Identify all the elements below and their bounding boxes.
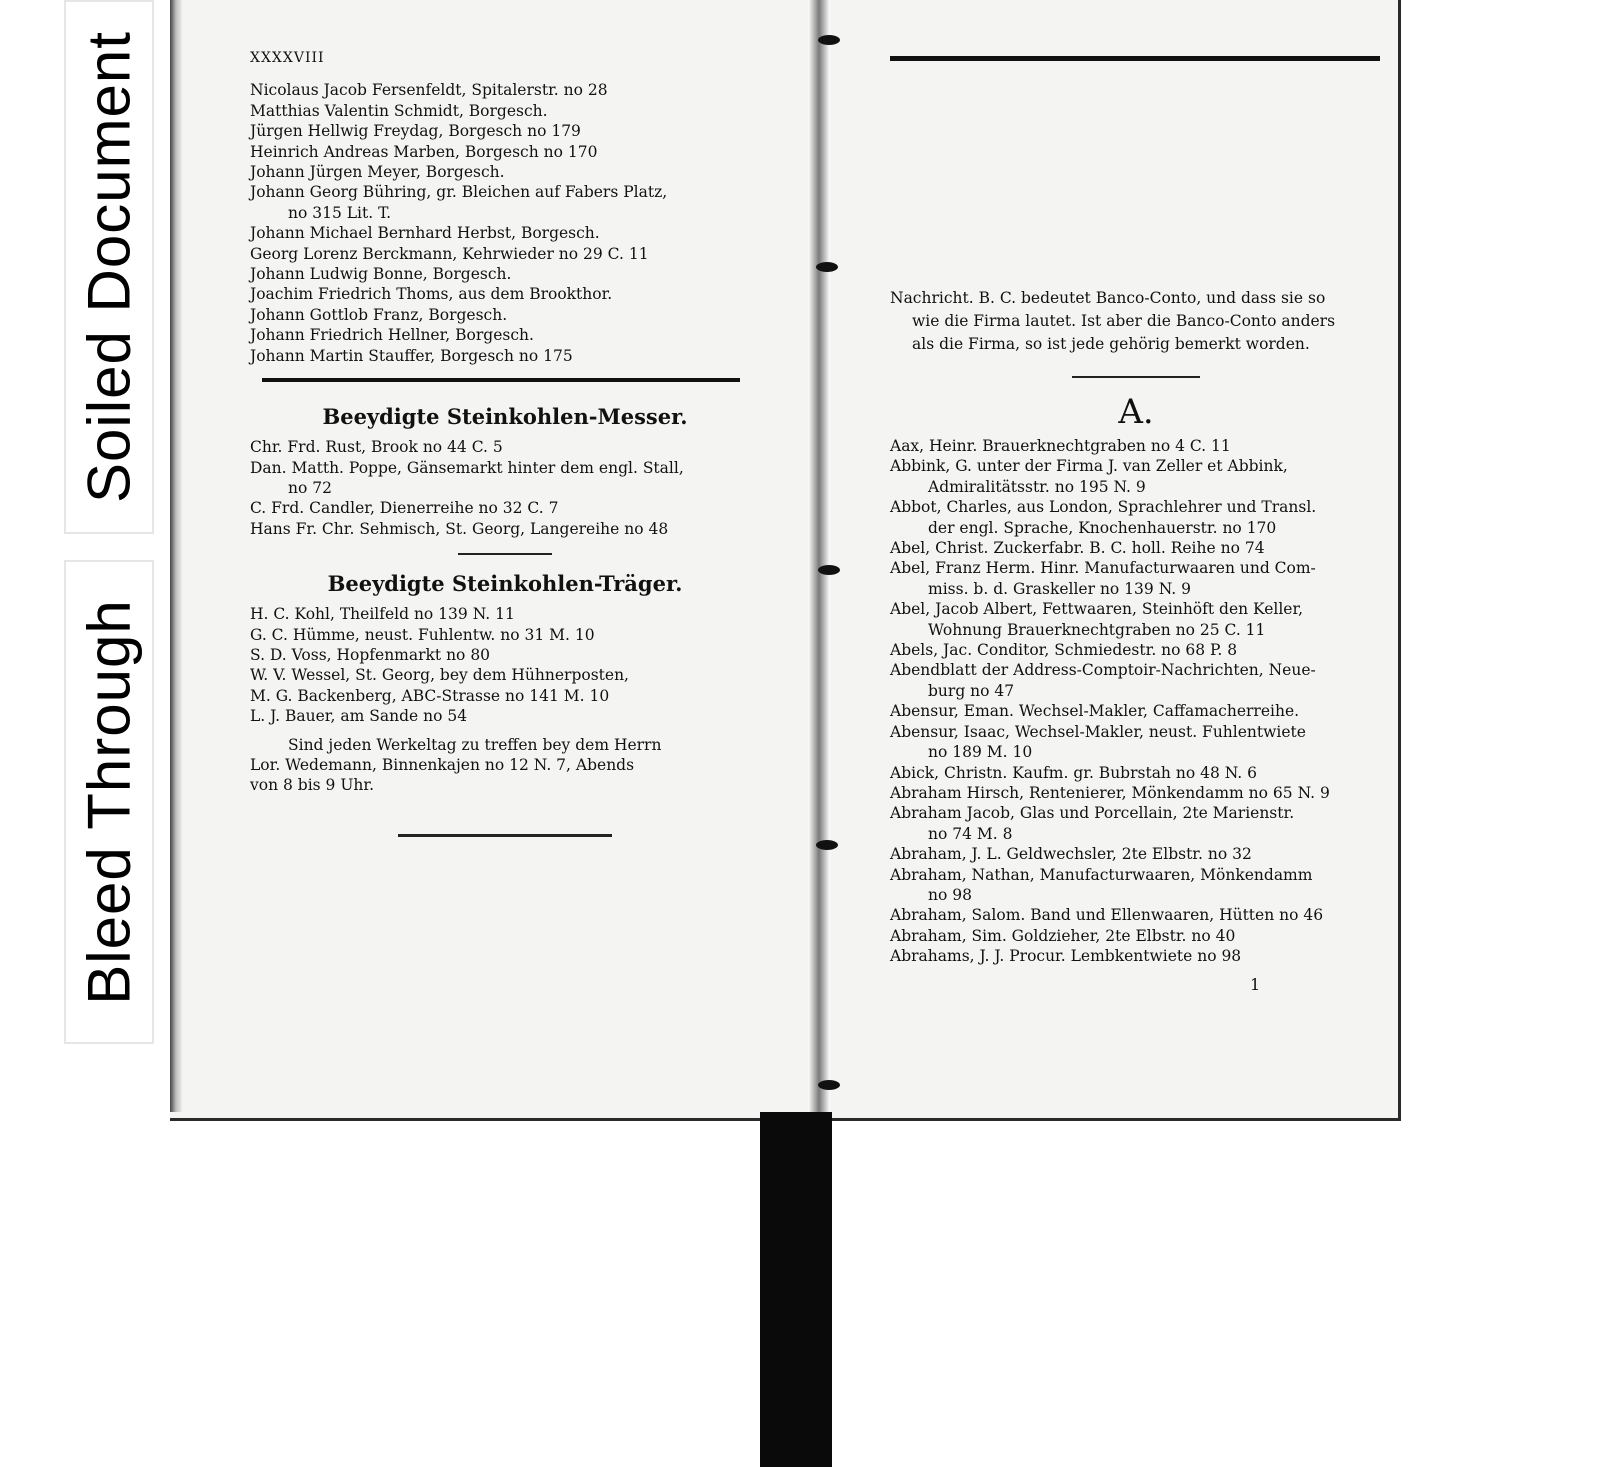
name-entry: Johann Gottlob Franz, Borgesch. xyxy=(250,305,508,324)
schedule-paragraph xyxy=(250,735,760,796)
name-entry: Jürgen Hellwig Freydag, Borgesch no 179 xyxy=(250,122,581,141)
directory-entry: Abensur, Eman. Wechsel-Makler, Caffamacherreihe. xyxy=(890,702,1300,721)
short-divider xyxy=(458,553,552,555)
bleed-through-tag xyxy=(64,560,154,1044)
messer-entry: Dan. Matth. Poppe, Gänsemarkt hinter dem engl. Stall, xyxy=(250,458,684,477)
name-entry: Johann Michael Bernhard Herbst, Borgesch. xyxy=(250,224,600,243)
directory-entries xyxy=(890,436,1382,967)
directory-entry: Aax, Heinr. Brauerknechtgraben no 4 C. 11 xyxy=(890,437,1231,455)
section-divider xyxy=(262,378,740,382)
messer-entry: Chr. Frd. Rust, Brook no 44 C. 5 xyxy=(250,438,503,457)
left-page xyxy=(250,0,760,837)
paragraph-line: von 8 bis 9 Uhr. xyxy=(250,776,375,795)
heading-traeger: Beeydigte Steinkohlen-Träger. xyxy=(327,571,683,597)
messer-list xyxy=(250,437,760,539)
traeger-entry: S. D. Voss, Hopfenmarkt no 80 xyxy=(250,645,491,664)
nachricht-note xyxy=(890,287,1382,356)
traeger-entry: W. V. Wessel, St. Georg, bey dem Hühnerposten, xyxy=(250,666,629,685)
directory-entry: Abels, Jac. Conditor, Schmiedestr. no 68 P. 8 xyxy=(890,641,1238,660)
directory-entry: der engl. Sprache, Knochenhauerstr. no 170 xyxy=(928,518,1277,537)
traeger-entry: G. C. Hümme, neust. Fuhlentw. no 31 M. 10 xyxy=(250,625,595,644)
name-entry: Matthias Valentin Schmidt, Borgesch. xyxy=(250,101,548,120)
name-entry: Johann Jürgen Meyer, Borgesch. xyxy=(250,163,505,182)
directory-entry: no 98 xyxy=(928,885,972,904)
directory-entry: Abraham, Sim. Goldzieher, 2te Elbstr. no 40 xyxy=(890,926,1236,945)
directory-entry: Admiralitätsstr. no 195 N. 9 xyxy=(928,477,1146,496)
name-entry: Johann Georg Bühring, gr. Bleichen auf Fabers Platz, xyxy=(250,183,668,202)
directory-entry: Abel, Franz Herm. Hinr. Manufacturwaaren und Com- xyxy=(890,559,1316,578)
binding-stitch xyxy=(818,565,840,575)
book-gutter xyxy=(808,0,830,1114)
directory-entry: Abensur, Isaac, Wechsel-Makler, neust. Fuhlentwiete xyxy=(890,722,1306,741)
soiled-document-label: Soiled Document xyxy=(75,31,143,503)
binding-stitch xyxy=(816,840,838,850)
soiled-document-tag xyxy=(64,0,154,534)
directory-entry: Abbot, Charles, aus London, Sprachlehrer und Transl. xyxy=(890,498,1317,517)
directory-entry: Abraham, J. L. Geldwechsler, 2te Elbstr. no 32 xyxy=(890,845,1252,864)
messer-entry: Hans Fr. Chr. Sehmisch, St. Georg, Langereihe no 48 xyxy=(250,519,669,538)
name-entry: Georg Lorenz Berckmann, Kehrwieder no 29 C. 11 xyxy=(250,244,649,263)
directory-entry: Abraham, Nathan, Manufacturwaaren, Mönkendamm xyxy=(890,865,1313,884)
messer-entry: no 72 xyxy=(288,478,332,497)
end-divider xyxy=(398,834,612,837)
name-entry: Heinrich Andreas Marben, Borgesch no 170 xyxy=(250,142,598,161)
directory-entry: Abbink, G. unter der Firma J. van Zeller et Abbink, xyxy=(890,457,1288,476)
binding-stitch xyxy=(818,1080,840,1090)
note-line: wie die Firma lautet. Ist aber die Banco-Conto anders xyxy=(912,312,1336,330)
name-list-top xyxy=(250,80,760,366)
name-entry: Nicolaus Jacob Fersenfeldt, Spitalerstr. no 28 xyxy=(250,81,608,100)
note-line: als die Firma, so ist jede gehörig bemerkt worden. xyxy=(912,335,1310,353)
traeger-entry: H. C. Kohl, Theilfeld no 139 N. 11 xyxy=(250,605,515,624)
binding-stitch xyxy=(816,262,838,272)
traeger-entry: L. J. Bauer, am Sande no 54 xyxy=(250,707,468,726)
directory-entry: miss. b. d. Graskeller no 139 N. 9 xyxy=(928,579,1191,598)
name-entry: no 315 Lit. T. xyxy=(288,203,392,222)
right-page xyxy=(890,0,1382,994)
directory-entry: Abraham Jacob, Glas und Porcellain, 2te Marienstr. xyxy=(890,804,1295,823)
name-entry: Johann Martin Stauffer, Borgesch no 175 xyxy=(250,346,573,365)
name-entry: Johann Ludwig Bonne, Borgesch. xyxy=(250,265,512,284)
traeger-list xyxy=(250,604,760,726)
note-line: Nachricht. B. C. bedeutet Banco-Conto, und dass sie so xyxy=(890,289,1326,307)
book-page-edges xyxy=(170,0,182,1112)
name-entry: Johann Friedrich Hellner, Borgesch. xyxy=(250,326,534,345)
directory-entry: burg no 47 xyxy=(928,681,1015,700)
directory-entry: no 189 M. 10 xyxy=(928,743,1033,762)
section-letter: A. xyxy=(1118,392,1154,432)
paragraph-line: Lor. Wedemann, Binnenkajen no 12 N. 7, Abends xyxy=(250,755,635,774)
bleed-through-label: Bleed Through xyxy=(75,599,143,1005)
directory-entry: Abel, Christ. Zuckerfabr. B. C. holl. Reihe no 74 xyxy=(890,539,1265,558)
top-rule xyxy=(890,56,1380,61)
directory-entry: Wohnung Brauerknechtgraben no 25 C. 11 xyxy=(928,620,1266,639)
note-divider xyxy=(1072,376,1200,378)
heading-messer: Beeydigte Steinkohlen-Messer. xyxy=(322,404,688,430)
traeger-entry: M. G. Backenberg, ABC-Strasse no 141 M. 10 xyxy=(250,686,610,705)
directory-entry: Abel, Jacob Albert, Fettwaaren, Steinhöft den Keller, xyxy=(890,600,1304,619)
directory-entry: no 74 M. 8 xyxy=(928,824,1013,843)
directory-entry: Abrahams, J. J. Procur. Lembkentwiete no 98 xyxy=(890,947,1242,966)
directory-entry: Abraham Hirsch, Rentenierer, Mönkendamm no 65 N. 9 xyxy=(890,783,1330,802)
binding-stitch xyxy=(818,35,840,45)
directory-entry: Abraham, Salom. Band und Ellenwaaren, Hütten no 46 xyxy=(890,906,1324,925)
name-entry: Joachim Friedrich Thoms, aus dem Brookthor. xyxy=(250,285,613,304)
bookmark-ribbon xyxy=(760,1112,832,1467)
directory-entry: Abendblatt der Address-Comptoir-Nachrichten, Neue- xyxy=(890,661,1316,680)
paragraph-line: Sind jeden Werkeltag zu treffen bey dem Herrn xyxy=(288,735,662,754)
signature-mark: 1 xyxy=(1250,974,1261,994)
directory-entry: Abick, Christn. Kaufm. gr. Bubrstah no 48 N. 6 xyxy=(890,763,1258,782)
page-number: XXXXVIII xyxy=(250,50,325,66)
messer-entry: C. Frd. Candler, Dienerreihe no 32 C. 7 xyxy=(250,499,559,518)
